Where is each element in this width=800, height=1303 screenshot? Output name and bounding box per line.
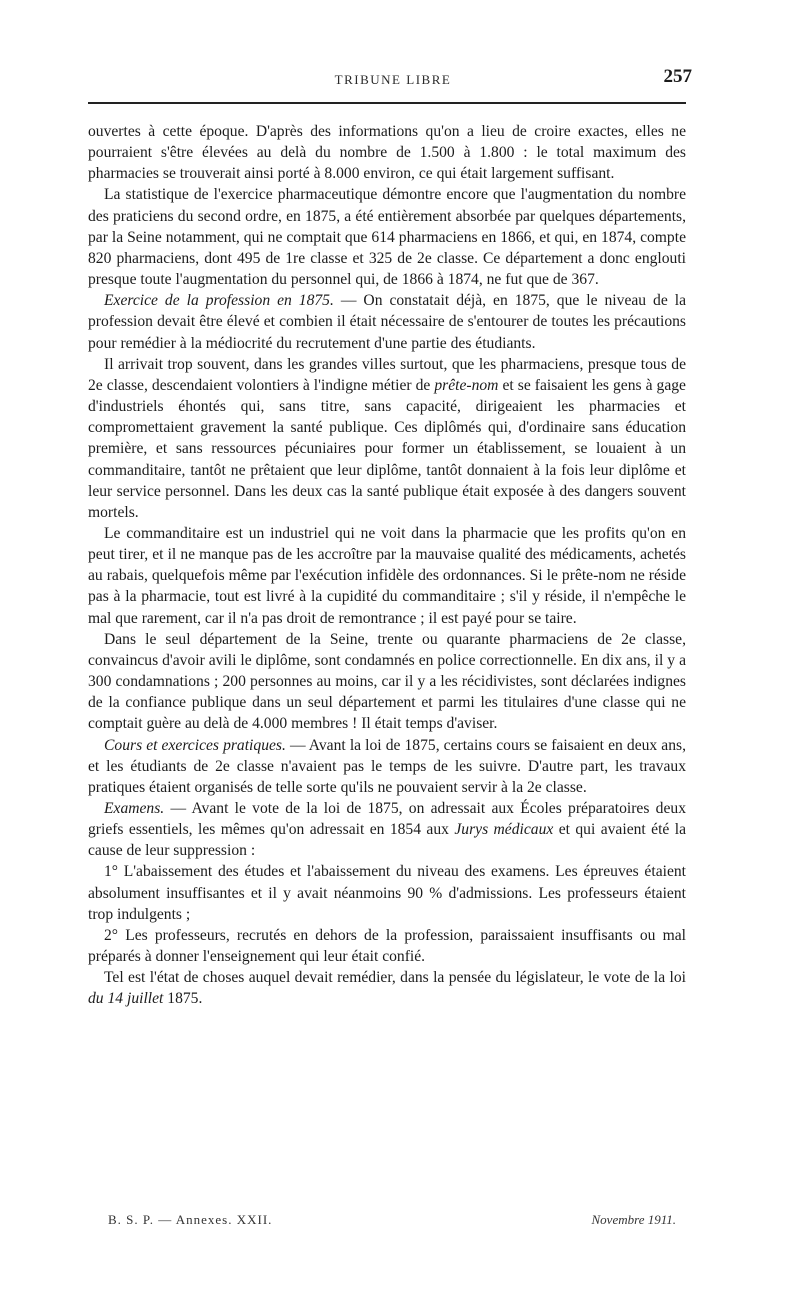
paragraph-11-italic: du 14 juillet (88, 990, 164, 1008)
paragraph-7-text: — Avant la loi de 1875, certains cours se faisaient en deux ans, et les étudiants de 2e classe n'avaient pas le temps de les suivre. D'autre part, les travaux pratiques étaient organisés de telle sorte qu'ils ne pouvaient servir à la 2e classe. (88, 736, 686, 796)
running-title: TRIBUNE LIBRE (334, 72, 452, 87)
paragraph-8-text-b: et qui avaient été la cause de leur suppression : (88, 821, 686, 860)
paragraph-11-text-b: 1875. (163, 990, 203, 1008)
section-heading-cours: Cours et exercices pratiques. (104, 736, 286, 754)
paragraph-11 (88, 967, 686, 1009)
paragraph-3 (88, 290, 686, 353)
paragraph-4-text-b: et se faisaient les gens à gage d'industriels éhontés qui, sans titre, sans capacité, dirigeaient les pharmacies et compromettaient gravement la santé publique. Ces diplômés qui, d'ordinaire sans éducation première, et sans ressources pécuniaires pour former un établissement, se louaient à un commanditaire, tantôt ne prêtaient que leur diplôme, tantôt donnaient à la fois leur diplôme et leur service personnel. Dans les deux cas la santé publique était exposée à des dangers souvent mortels. (88, 376, 686, 521)
paragraph-9: 1° L'abaissement des études et l'abaissement du niveau des examens. Les épreuves étaient absolument insuffisantes et il y avait néanmoins 90 % d'admissions. Les professeurs étaient trop indulgents ; (88, 863, 686, 923)
paragraph-2: La statistique de l'exercice pharmaceutique démontre encore que l'augmentation du nombre des praticiens du second ordre, en 1875, a été entièrement absorbée par quelques départements, par la Seine notamment, qui ne comptait que 614 pharmaciens en 1866, et qui, en 1874, compte 820 pharmaciens, dont 495 de 1re classe et 325 de 2e classe. Ce département a donc englouti presque toute l'augmentation du personnel qui, de 1866 à 1874, ne fut que de 367. (88, 186, 686, 289)
paragraph-1: ouvertes à cette époque. D'après des informations qu'on a lieu de croire exactes, elles ne pourraient s'être élevées au delà du nombre de 1.500 à 1.800 : le total maximum des pharmacies se trouverait ainsi porté à 8.000 environ, ce qui était largement suffisant. (88, 123, 686, 183)
page-header (88, 66, 698, 96)
page-number: 257 (663, 66, 692, 87)
paragraph-8 (88, 798, 686, 861)
paragraph-5: Le commanditaire est un industriel qui ne voit dans la pharmacie que les profits qu'on en peut tirer, et il ne manque pas de les accroître par la mauvaise qualité des médicaments, achetés au rabais, quelquefois même par l'exécution infidèle des ordonnances. Si le prête-nom ne réside pas à la pharmacie, tout est livré à la cupidité du commanditaire ; s'il y réside, il n'empêche le mal que rarement, car il n'a pas droit de remontrance ; il est payé pour se taire. (88, 524, 686, 627)
document-page (88, 0, 698, 1303)
page-footer (88, 1212, 686, 1236)
header-rule (88, 102, 686, 104)
paragraph-4-text-a: Il arrivait trop souvent, dans les grandes villes surtout, que les pharmaciens, presque tous de 2e classe, descendaient volontiers à l'indigne métier de (88, 355, 686, 394)
section-heading-exercice: Exercice de la profession en 1875. (104, 292, 334, 310)
footer-date: Novembre 1911. (591, 1212, 676, 1227)
paragraph-8-text-a: — Avant le vote de la loi de 1875, on adressait aux Écoles préparatoires deux griefs essentiels, les mêmes qu'on adressait en 1854 aux (88, 800, 686, 839)
body-text (88, 121, 686, 1010)
paragraph-4-italic: prête-nom (434, 376, 499, 394)
footer-signature: B. S. P. — Annexes. XXII. (108, 1212, 273, 1227)
paragraph-7 (88, 735, 686, 798)
section-heading-examens: Examens. (104, 800, 165, 817)
paragraph-4 (88, 354, 686, 523)
paragraph-10: 2° Les professeurs, recrutés en dehors de la profession, paraissaient insuffisants ou mal préparés à donner l'enseignement qui leur était confié. (88, 926, 686, 966)
paragraph-3-text: — On constatait déjà, en 1875, que le niveau de la profession devait être élevé et combien il était nécessaire de s'entourer de toutes les précautions pour remédier à la médiocrité du recrutement d'une partie des étudiants. (88, 292, 686, 352)
paragraph-8-italic: Jurys médicaux (454, 821, 554, 839)
paragraph-6: Dans le seul département de la Seine, trente ou quarante pharmaciens de 2e classe, convaincus d'avoir avili le diplôme, sont condamnés en police correctionnelle. En dix ans, il y a 300 condamnations ; 200 personnes au moins, car il y a les récidivistes, sont déclarées indignes de la confiance publique dans un seul département et parmi les titulaires d'une classe qui ne comptait guère au delà de 4.000 membres ! Il était temps d'aviser. (88, 630, 686, 733)
paragraph-11-text-a: Tel est l'état de choses auquel devait remédier, dans la pensée du législateur, le vote de la loi (104, 969, 686, 987)
